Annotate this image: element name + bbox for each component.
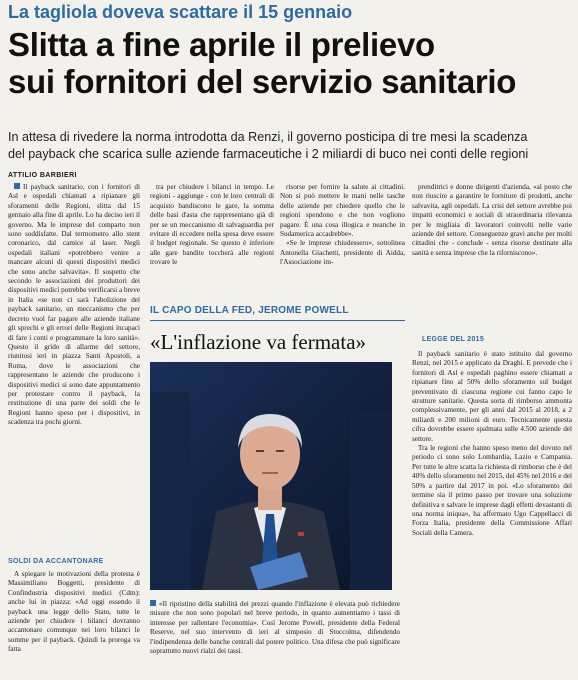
- body-paragraph: A spiegare le motivazioni della protesta è Massimiliano Boggetti, presidente di Confindustria dispositivi medici (Cdm): anche lui in piazza: «Ad oggi essendo il payback una legge dello Stato, tutte le aziende per chiudere i bilanci dovranno accantonare comunque nei loro bilanci le somme per il payback. Quindi la proroga va fatta: [8, 570, 140, 654]
- photo-caption: «Il ripristino della stabilità dei prezzi quando l'inflazione è elevata può richiedere misure che non sono popolari nel breve periodo, in quanto aumentiamo i tassi di interesse per rallentare l'economia». Così Jerome Powell, presidente della Federal Reserve, nel suo intervento di ieri al simposio di Stoccolma, difendendo l'indipendenza delle banche centrali dal potere politico. Una difesa che può significare soprattutto nuovi rialzi dei tassi.: [150, 600, 400, 656]
- powell-photo: [150, 362, 392, 590]
- square-bullet-icon: [14, 183, 20, 189]
- sidebar-rule: [150, 320, 405, 321]
- byline: ATTILIO BARBIERI: [8, 172, 77, 179]
- kicker: La tagliola doveva scattare il 15 gennaio: [8, 2, 353, 22]
- body-column-1: [8, 183, 140, 553]
- body-column-3: [280, 183, 405, 295]
- body-paragraph: prenditrici e donne dirigenti d'azienda, «al posto che non riuscire a garantire le forniture di prodotti, anche salvavita, agli ospedali. La crisi del settore avrebbe poi impatti economici e sociali di straordinaria rilevanza per le migliaia di lavoratori coinvolti nelle varie aziende del settore. Conseguenze gravi anche per molti cittadini che - conclude - senza risorse destinate alla sanità e senza imprese che la riforniscono».: [412, 183, 572, 257]
- subhead-legge: LEGGE DEL 2015: [422, 336, 485, 343]
- sidebar-label: IL CAPO DELLA FED, JEROME POWELL: [150, 305, 349, 316]
- body-column-1-cont: [8, 570, 140, 680]
- body-paragraph: Tra le regioni che hanno speso meno del dovuto nel periodo ci sono solo Lombardia, Lazio e Campania. Per tutte le altre scatta la richiesta di rimborso che è del 40% dello sforamento nel 2015, del 45% nel 2016 e del 50% a partire dal 2017 in poi. «Lo sforamento del termine sia il primo passo per trovare una soluzione definitiva e salvare le imprese dagli effetti devastanti di una norma iniqua», ha affermato Ugo Cappellacci di Forza Italia, presidente della Commissione Affari Sociali della Camera.: [412, 444, 572, 537]
- body-paragraph: tra per chiudere i bilanci in tempo. Le regioni - aggiunge - con le loro centrali di acquisto bandiscono le gare, la somma delle basi d'asta che rappresentano già di per se un meccanismo di salvaguardia per evitare di eccedere nella spesa deve essere il budget regionale. Se questo è inferiore alle gare bandite toccherà alle regioni trovare le: [150, 183, 274, 267]
- square-bullet-icon: [150, 600, 156, 606]
- body-column-4: [412, 183, 572, 333]
- portrait-illustration: [150, 362, 392, 590]
- subhead-soldi: SOLDI DA ACCANTONARE: [8, 558, 104, 565]
- headline-line-2: sui fornitori del servizio sanitario: [8, 63, 517, 100]
- body-column-4-cont: [412, 350, 572, 678]
- deck-line-1: In attesa di rivedere la norma introdotta da Renzi, il governo posticipa di tre mesi la scadenza: [8, 130, 528, 144]
- headline: [8, 26, 573, 100]
- deck: [8, 129, 573, 163]
- body-paragraph: Il payback sanitario, con i fornitori di Asl e ospedali chiamati a ripianare gli sforamenti delle Regioni, slitta dal 15 gennaio alla fine di aprile. Lo ha deciso ieri il governo. Ma le imprese del comparto non sono soddisfatte. Dal termometro allo stent coronarico, dal camice al laser. Negli ospedali italiani «potrebbero venire a mancare alcuni di questi dispositivi medici che sono anche salvavita». Il sospetto che secondo le associazioni dei produttori dei dispositivi medici potrebbe verificarsi a breve in Italia «se non ci sarà l'abolizione del payback sanitario, un meccanismo che per decreto vuol far pagare alle aziende italiane gli sprechi e gli errori delle Regioni incapaci di fare i conti e programmare la loro sanità». Questo il grido di allarme del settore, riunitosi ieri in piazza Santi Apostoli, a Roma, dove le associazioni che rappresentano le aziende che producono i dispositivi medici si sono date appuntamento per protestare contro il payback, la restituzione di una parte dei soldi che le Regioni hanno speso per i dispositivi, in scadenza tra pochi giorni.: [8, 183, 140, 427]
- deck-line-2: del payback che scarica sulle aziende farmaceutiche i 2 miliardi di buco nei conti delle regioni: [8, 147, 529, 161]
- headline-line-1: Slitta a fine aprile il prelievo: [8, 26, 435, 63]
- body-paragraph: «Se le imprese chiudessero», sottolinea Antonella Giachetti, presidente di Aidda, l'Associazione im-: [280, 239, 405, 267]
- body-column-2: [150, 183, 274, 295]
- body-paragraph: Il payback sanitario è stato istituito dal governo Renzi, nel 2015 e applicato da Draghi. E prevede che i fornitori di Asl e ospedali paghino essere chiamati a ripianare fino al 50% dello sforamento sul budget preventivato di ciascuna regione cui fanno capo le strutture sanitarie. Questa sorta di rimborso ammonta complessivamente, per gli anni dal 2015 al 2018, a 2 miliardi e 200 milioni di euro. Tecnicamente questa cifra dovrebbe essere spalmata sulle 4.500 aziende del settore.: [412, 350, 572, 443]
- pull-quote: «L'inflazione va fermata»: [150, 330, 367, 354]
- body-paragraph: risorse per fornire la salute ai cittadini. Non si può mettere le mani nelle tasche delle aziende per chiedere quello che le regioni spendono e che non vogliono pagare. È una cosa illogica e neanche in Sudamerica accadrebbe».: [280, 183, 405, 239]
